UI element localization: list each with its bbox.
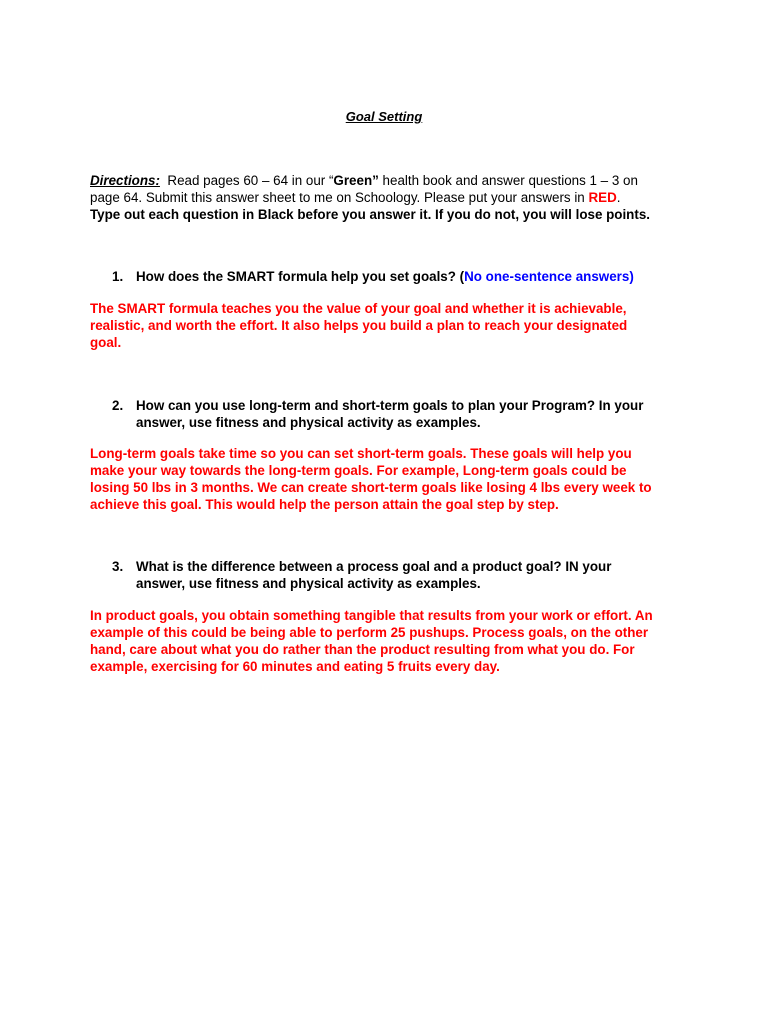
answer-line: In product goals, you obtain something tangible that results from your work or effort. An xyxy=(90,608,653,623)
question-text xyxy=(136,397,692,431)
directions-text-2b: . xyxy=(616,190,621,205)
directions-line-2 xyxy=(90,189,690,206)
answer-line: The SMART formula teaches you the value of your goal and whether it is achievable, xyxy=(90,301,627,316)
answer-3 xyxy=(90,607,690,675)
directions-text-1a: Read pages 60 – 64 in our “ xyxy=(167,173,334,188)
question-line: answer, use fitness and physical activity as examples. xyxy=(136,415,481,430)
directions-block xyxy=(90,172,690,223)
question-number: 2. xyxy=(112,398,124,413)
answer-line: realistic, and worth the effort. It also helps you build a plan to reach your designated xyxy=(90,318,628,333)
question-number: 3. xyxy=(112,559,124,574)
directions-text-1b: health book and answer questions 1 – 3 on xyxy=(378,173,638,188)
question-line: What is the difference between a process goal and a product goal? IN your xyxy=(136,559,612,574)
answer-line: Long-term goals take time so you can set short-term goals. These goals will help you xyxy=(90,446,632,461)
answer-line: make your way towards the long-term goals. For example, Long-term goals could be xyxy=(90,463,627,478)
page-title: Goal Setting xyxy=(345,109,423,124)
directions-red: RED xyxy=(588,190,617,205)
question-text xyxy=(136,558,692,592)
question-line: answer, use fitness and physical activity as examples. xyxy=(136,576,481,591)
answer-line: example, exercising for 60 minutes and eating 5 fruits every day. xyxy=(90,659,500,674)
question-line-text: How does the SMART formula help you set goals? ( xyxy=(136,269,465,284)
answer-1 xyxy=(90,300,690,351)
directions-green: Green” xyxy=(333,173,379,188)
answer-2 xyxy=(90,445,690,513)
question-line: How can you use long-term and short-term goals to plan your Program? In your xyxy=(136,398,644,413)
directions-text-2a: page 64. Submit this answer sheet to me on Schoology. Please put your answers in xyxy=(90,190,589,205)
question-line xyxy=(136,268,692,285)
directions-label: Directions: xyxy=(90,173,160,188)
question-text xyxy=(136,268,692,285)
answer-line: losing 50 lbs in 3 months. We can create short-term goals like losing 4 lbs every week to xyxy=(90,480,652,495)
question-number: 1. xyxy=(112,269,124,284)
question-note: No one-sentence answers) xyxy=(464,269,634,284)
answer-line: example of this could be being able to perform 25 pushups. Process goals, on the other xyxy=(90,625,649,640)
directions-line-1 xyxy=(90,172,690,189)
answer-line: achieve this goal. This would help the person attain the goal step by step. xyxy=(90,497,559,512)
directions-line-3: Type out each question in Black before you answer it. If you do not, you will lose points. xyxy=(90,207,650,222)
answer-line: goal. xyxy=(90,335,122,350)
answer-line: hand, care about what you do rather than the product resulting from what you do. For xyxy=(90,642,635,657)
